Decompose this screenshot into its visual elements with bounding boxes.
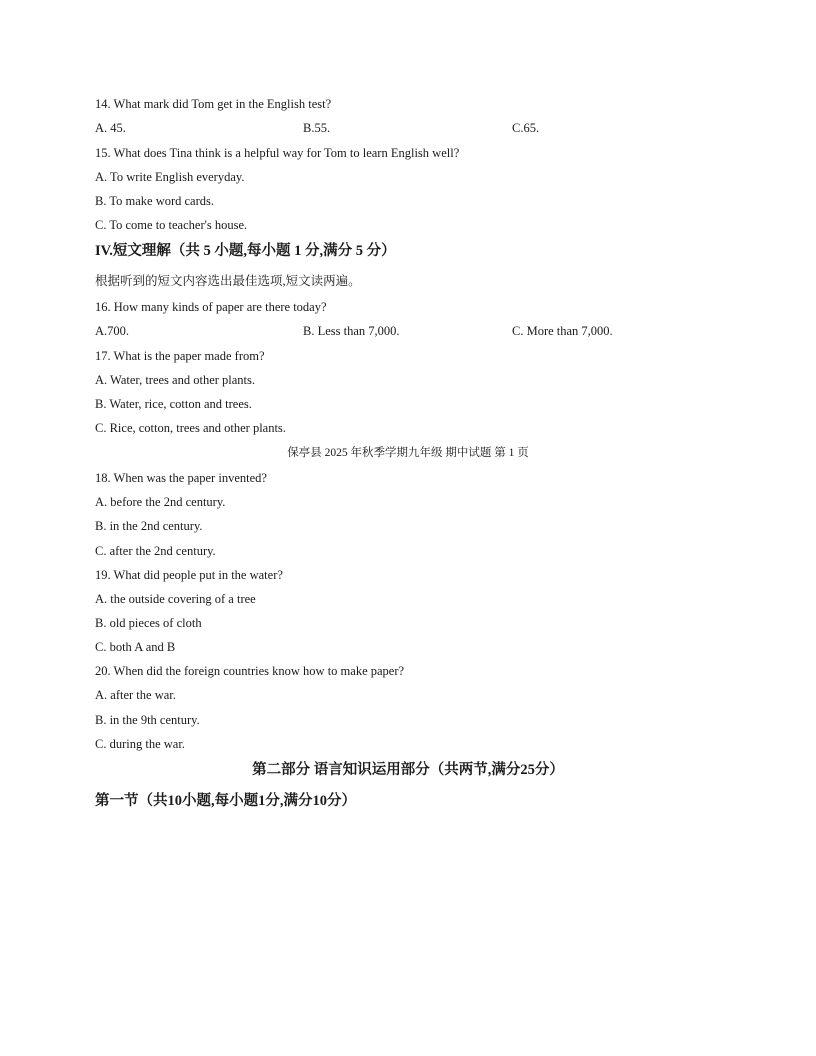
option-c: C. during the war. (95, 737, 185, 751)
option-b: B.55. (303, 121, 331, 135)
option-b: B. To make word cards. (95, 194, 215, 208)
option-c: C. both A and B (95, 640, 176, 654)
option-b: B. Less than 7,000. (303, 324, 400, 338)
question-19: 19. What did people put in the water? (95, 568, 283, 582)
section-heading: IV.短文理解（共 5 小题,每小题 1 分,满分 5 分） (95, 243, 396, 259)
question-20: 20. When did the foreign countries know how to make paper? (95, 664, 405, 678)
option-a: A. after the war. (95, 688, 176, 702)
question-14: 14. What mark did Tom get in the English test? (95, 97, 332, 111)
option-c: C. To come to teacher's house. (95, 218, 248, 232)
option-b: B. Water, rice, cotton and trees. (95, 397, 252, 411)
question-16: 16. How many kinds of paper are there today? (95, 300, 327, 314)
option-a: A. Water, trees and other plants. (95, 373, 256, 387)
question-14-options (95, 120, 735, 136)
option-a: A.700. (95, 324, 130, 338)
page-footer: 保亭县 2025 年秋季学期九年级 期中试题 第 1 页 (287, 447, 529, 459)
option-c: C. More than 7,000. (512, 324, 613, 338)
subsection-heading: 第一节（共10小题,每小题1分,满分10分） (95, 793, 356, 809)
option-a: A. To write English everyday. (95, 170, 245, 184)
option-c: C. Rice, cotton, trees and other plants. (95, 421, 286, 435)
part-heading: 第二部分 语言知识运用部分（共两节,满分25分） (252, 762, 564, 778)
option-c: C.65. (512, 121, 540, 135)
option-b: B. in the 2nd century. (95, 519, 203, 533)
question-18: 18. When was the paper invented? (95, 471, 267, 485)
option-b: B. in the 9th century. (95, 713, 200, 727)
option-b: B. old pieces of cloth (95, 616, 202, 630)
section-instruction: 根据听到的短文内容选出最佳选项,短文读两遍。 (95, 274, 361, 288)
question-17: 17. What is the paper made from? (95, 349, 265, 363)
option-a: A. the outside covering of a tree (95, 592, 256, 606)
question-16-options (95, 323, 735, 339)
option-c: C. after the 2nd century. (95, 544, 216, 558)
question-15: 15. What does Tina think is a helpful way for Tom to learn English well? (95, 146, 460, 160)
option-a: A. 45. (95, 121, 126, 135)
option-a: A. before the 2nd century. (95, 495, 226, 509)
